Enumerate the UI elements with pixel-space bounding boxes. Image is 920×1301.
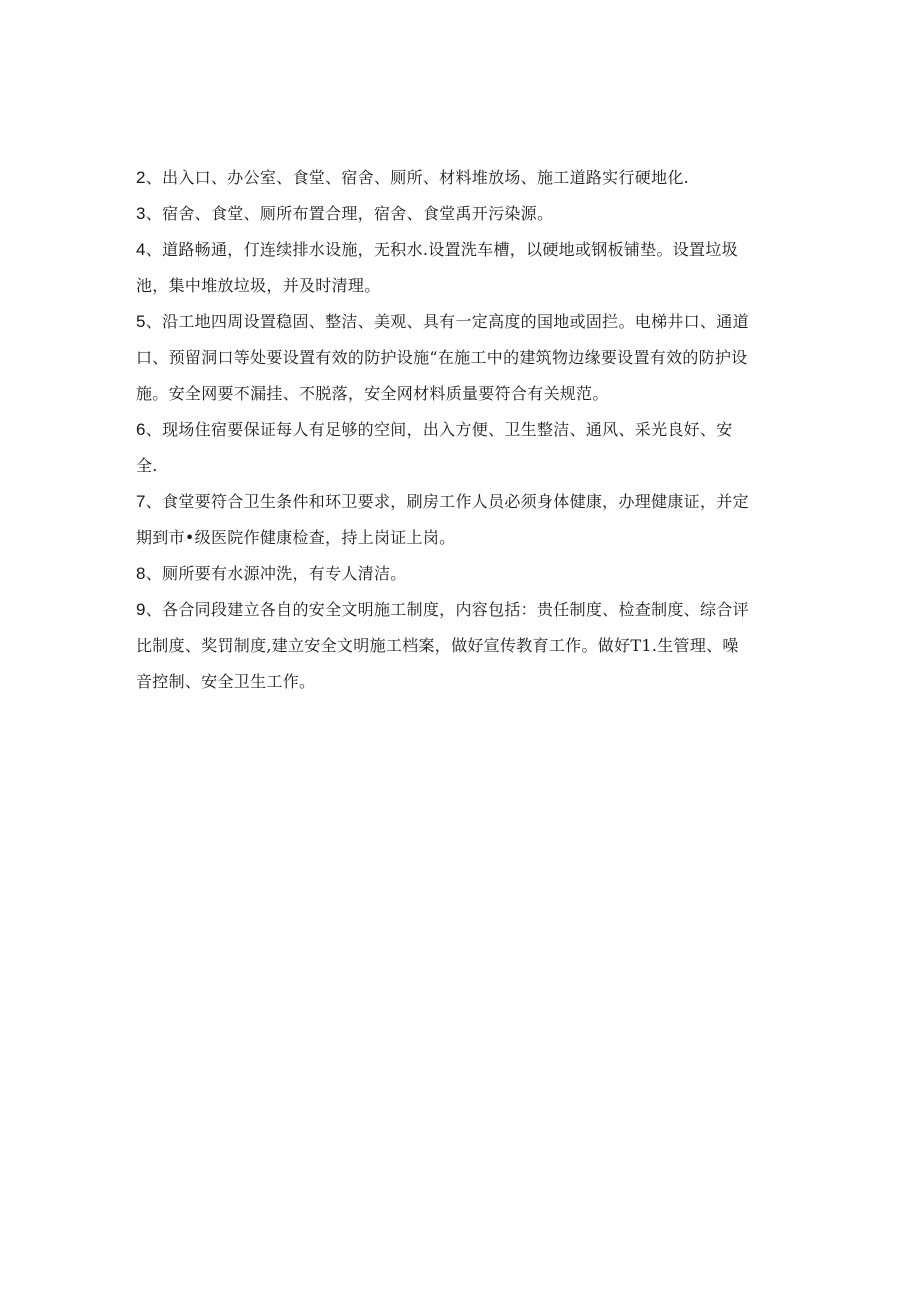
item-line xyxy=(136,160,786,196)
item-number: 2 xyxy=(136,168,146,187)
list-item-6 xyxy=(136,412,786,484)
item-text: 、现场住宿要保证每人有足够的空间，出入方便、卫生整洁、通风、采光良好、安 xyxy=(145,420,733,439)
item-number: 5 xyxy=(136,312,146,331)
list-item-7 xyxy=(136,484,786,556)
list-item-2 xyxy=(136,160,786,196)
item-number: 3 xyxy=(136,204,146,223)
list-item-4 xyxy=(136,232,786,304)
item-text: 、各合同段建立各自的安全文明施工制度，内容包括：贵任制度、检查制度、综合评 xyxy=(145,600,749,619)
item-text-continued: 期到市•级医院作健康检查，持上岗证上岗。 xyxy=(136,528,456,547)
item-line xyxy=(136,412,786,448)
item-number: 9 xyxy=(136,600,146,619)
item-text-continued: 音控制、安全卫生工作。 xyxy=(136,672,316,691)
item-number: 4 xyxy=(136,240,146,259)
item-text-continued: 口、预留洞口等处要设置有效的防护设施“在施工中的建筑物边缘要设置有效的防护设 xyxy=(136,348,748,367)
item-number: 8 xyxy=(136,564,146,583)
item-line xyxy=(136,592,786,628)
item-text-continued: 池，集中堆放垃圾，并及时清理。 xyxy=(136,276,381,295)
item-line xyxy=(136,304,786,340)
item-line xyxy=(136,556,786,592)
document-body xyxy=(136,160,786,700)
item-number: 6 xyxy=(136,420,146,439)
item-text-continued: 比制度、奖罚制度,建立安全文明施工档案，做好宣传教育工作。做好T1.生管理、噪 xyxy=(136,636,739,655)
item-text: 、沿工地四周设置稳固、整洁、美观、具有一定高度的国地或固拦。电梯井口、通道 xyxy=(145,312,749,331)
item-text-continued: 全. xyxy=(136,456,158,475)
list-item-3 xyxy=(136,196,786,232)
item-line xyxy=(136,484,786,520)
list-item-5 xyxy=(136,304,786,412)
item-number: 7 xyxy=(136,492,146,511)
list-item-8 xyxy=(136,556,786,592)
list-item-9 xyxy=(136,592,786,700)
item-text: 、道路畅通，仃连续排水设施，无积水.设置洗车槽，以硬地或钢板铺垫。设置垃圾 xyxy=(145,240,738,259)
item-text: 、宿舍、食堂、厕所布置合理，宿舍、食堂禹开污染源。 xyxy=(145,204,554,223)
item-text: 、出入口、办公室、食堂、宿舍、厕所、材料堆放场、施工道路实行硬地化. xyxy=(145,168,690,187)
item-text-continued: 施。安全网要不漏挂、不脱落，安全网材料质量要符合有关规范。 xyxy=(136,384,609,403)
item-text: 、厕所要有水源冲洗，有专人清洁。 xyxy=(145,564,407,583)
item-line xyxy=(136,196,786,232)
item-line xyxy=(136,232,786,268)
item-text: 、食堂要符合卫生条件和环卫要求，刷房工作人员必须身体健康，办理健康证，并定 xyxy=(145,492,749,511)
